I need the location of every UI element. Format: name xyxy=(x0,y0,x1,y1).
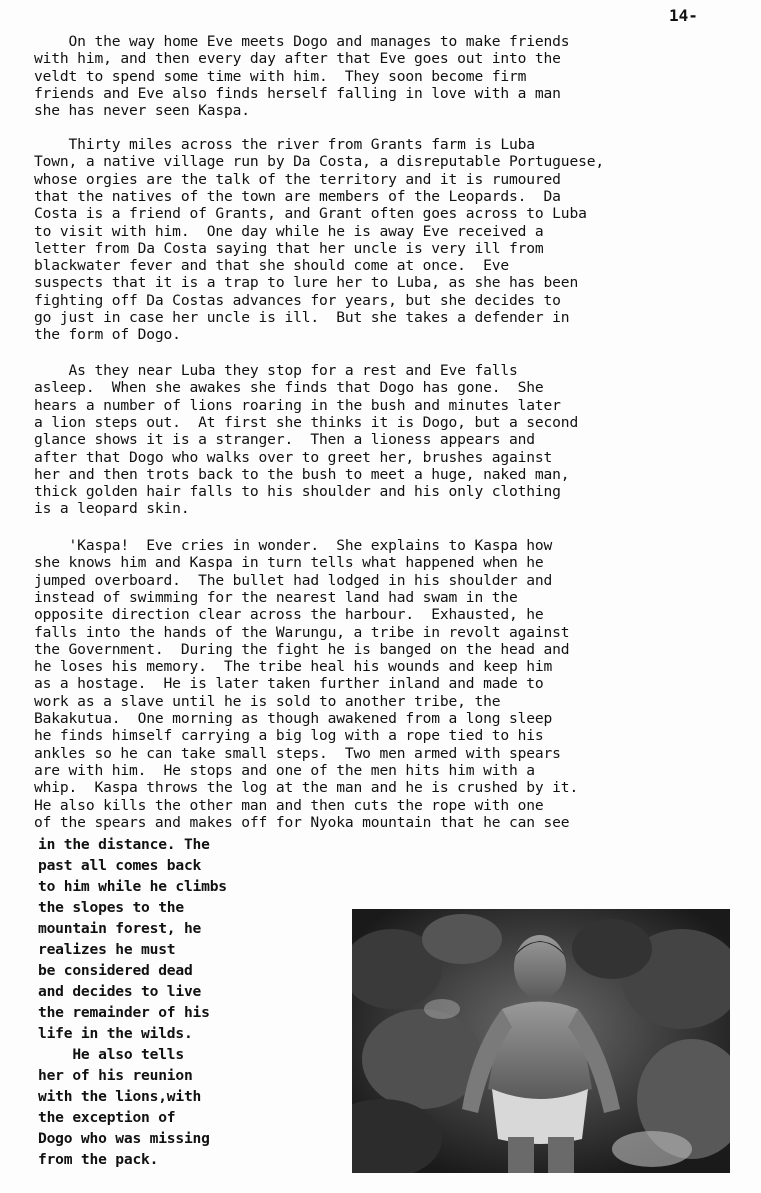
body-line: that the natives of the town are members of the Leopards. Da xyxy=(34,187,561,205)
body-line: work as a slave until he is sold to another tribe, the xyxy=(34,692,501,710)
body-line: is a leopard skin. xyxy=(34,500,190,518)
body-line: go just in case her uncle is ill. But she takes a defender in xyxy=(34,309,570,326)
side-column-line: past all comes back xyxy=(38,857,202,874)
body-line: Thirty miles across the river from Grants farm is Luba xyxy=(34,136,535,153)
body-line: blackwater fever and that she should come at once. Eve xyxy=(34,257,509,275)
body-line: glance shows it is a stranger. Then a lioness appears and xyxy=(34,431,535,449)
body-line: of the spears and makes off for Nyoka mountain that he can see xyxy=(34,813,570,831)
body-line: a lion steps out. At first she thinks it is Dogo, but a second xyxy=(34,413,579,431)
body-line: As they near Luba they stop for a rest and Eve falls xyxy=(34,362,518,379)
page-number: 14- xyxy=(669,6,698,25)
side-column-line: the exception of xyxy=(38,1109,176,1126)
body-line: falls into the hands of the Warungu, a tribe in revolt against xyxy=(34,623,570,641)
body-line: after that Dogo who walks over to greet her, brushes against xyxy=(34,448,553,466)
side-column-line: the slopes to the xyxy=(38,899,184,916)
side-column-line: be considered dead xyxy=(38,962,193,979)
body-line: suspects that it is a trap to lure her to Luba, as she has been xyxy=(34,274,579,292)
body-line: letter from Da Costa saying that her uncle is very ill from xyxy=(34,239,544,257)
body-line: thick golden hair falls to his shoulder and his only clothing xyxy=(34,483,561,501)
side-column-line: realizes he must xyxy=(38,941,176,958)
body-line: the form of Dogo. xyxy=(34,326,181,344)
side-column-line: to him while he climbs xyxy=(38,878,227,895)
body-line: On the way home Eve meets Dogo and manages to make friends xyxy=(34,33,570,50)
side-column-line: life in the wilds. xyxy=(38,1025,193,1042)
body-line: whose orgies are the talk of the territory and it is rumoured xyxy=(34,170,561,188)
body-line: as a hostage. He is later taken further inland and made to xyxy=(34,675,544,693)
photograph-icon xyxy=(352,909,730,1173)
side-column-line: her of his reunion xyxy=(38,1067,193,1084)
body-line: her and then trots back to the bush to meet a huge, naked man, xyxy=(34,465,570,483)
body-line: he loses his memory. The tribe heal his wounds and keep him xyxy=(34,658,553,676)
photograph-image xyxy=(352,909,730,1173)
body-line: he finds himself carrying a big log with a rope tied to his xyxy=(34,727,544,745)
body-line: Town, a native village run by Da Costa, a disreputable Portuguese, xyxy=(34,153,604,171)
side-column-line: in the distance. The xyxy=(38,836,210,853)
body-line: Costa is a friend of Grants, and Grant often goes across to Luba xyxy=(34,205,587,223)
body-line: hears a number of lions roaring in the bush and minutes later xyxy=(34,396,561,414)
body-line: she has never seen Kaspa. xyxy=(34,102,250,120)
body-line: ankles so he can take small steps. Two men armed with spears xyxy=(34,744,561,762)
body-line: opposite direction clear across the harbour. Exhausted, he xyxy=(34,606,544,624)
body-line: He also kills the other man and then cuts the rope with one xyxy=(34,796,544,814)
body-line: veldt to spend some time with him. They soon become firm xyxy=(34,67,527,85)
body-line: fighting off Da Costas advances for years, but she decides to xyxy=(34,291,561,309)
body-line: are with him. He stops and one of the men hits him with a xyxy=(34,761,535,779)
body-line: to visit with him. One day while he is away Eve received a xyxy=(34,222,544,240)
body-line: with him, and then every day after that Eve goes out into the xyxy=(34,50,561,68)
side-column-line: mountain forest, he xyxy=(38,920,202,937)
body-line: she knows him and Kaspa in turn tells what happened when he xyxy=(34,554,544,572)
body-line: Bakakutua. One morning as though awakened from a long sleep xyxy=(34,710,553,727)
body-line: the Government. During the fight he is banged on the head and xyxy=(34,640,570,658)
side-column-line: He also tells xyxy=(38,1046,184,1063)
side-column-line: with the lions,with xyxy=(38,1088,202,1105)
body-line: whip. Kaspa throws the log at the man and he is crushed by it. xyxy=(34,779,579,797)
body-line: instead of swimming for the nearest land had swam in the xyxy=(34,588,518,606)
side-column-line: from the pack. xyxy=(38,1151,159,1168)
side-column-line: the remainder of his xyxy=(38,1004,210,1021)
side-column-line: and decides to live xyxy=(38,983,202,1000)
body-line: 'Kaspa! Eve cries in wonder. She explains to Kaspa how xyxy=(34,537,553,554)
body-line: jumped overboard. The bullet had lodged in his shoulder and xyxy=(34,571,553,589)
body-line: asleep. When she awakes she finds that Dogo has gone. She xyxy=(34,379,544,397)
body-line: friends and Eve also finds herself falling in love with a man xyxy=(34,84,561,102)
side-column-line: Dogo who was missing xyxy=(38,1130,210,1147)
